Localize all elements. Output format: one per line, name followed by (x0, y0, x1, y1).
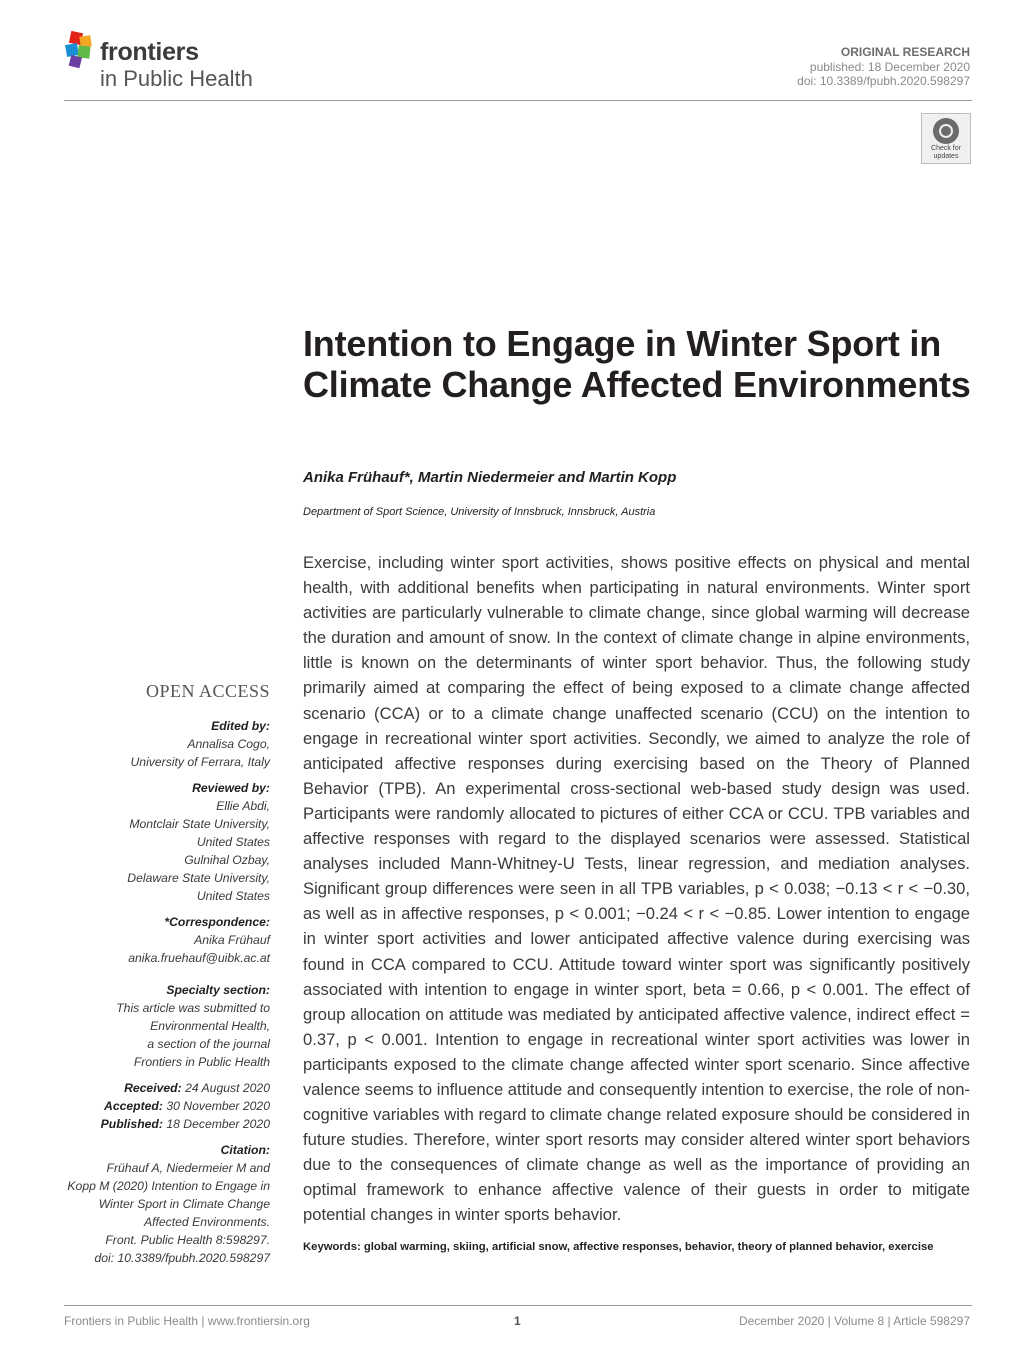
abstract: Exercise, including winter sport activities, shows positive effects on physical and mental health, with additional benefits when participating in natural environments. Winter sport activities are particularly vulnerable to climate change, since global warming will decrease the duration and amount of snow. In the context of climate change in alpine environments, little is known on the determinants of winter sport behavior. Thus, the following study primarily aimed at comparing the effect of being exposed to a climate change affected scenario (CCA) or to a climate change unaffected scenario (CCU) on the intention to engage in recreational winter sport activities. Secondly, we aimed to analyze the role of anticipated affective responses during exercising based on the Theory of Planned Behavior (TPB). An experimental cross-sectional web-based study design was used. Participants were randomly allocated to pictures of either CCA or CCU. TPB variables and affective responses with regard to the displayed scenarios were assessed. Statistical analyses included Mann-Whitney-U Tests, linear regression, and mediation analyses. Significant group differences were seen in all TPB variables, p < 0.038; −0.13 < r < −0.30, as well as in affective responses, p < 0.001; −0.24 < r < −0.85. Lower intention to engage in winter sport activities and lower anticipated affective valence during exercising was found in CCA compared to CCU. Attitude toward winter sport was significantly positively associated with intention to engage in winter sport, beta = 0.66, p < 0.001. The effect of group allocation on attitude was mediated by anticipated affective valence, indirect effect = 0.37, p < 0.001. Intention to engage in recreational winter sport activities was lower in participants exposed to the climate change affected winter sport scenario. Since affective valence seems to influence attitude and consequently intention to exercise, the role of non-cognitive variables with regard to climate change related exposure should be considered in future studies. Therefore, winter sport resorts may consider altered winter sport behaviors due to the consequences of climate change as well as the importance of providing an optimal framework to enhance affective valence of their guests in order to mitigate potential changes in winter sports behavior. (303, 553, 970, 1225)
affiliation: Department of Sport Science, University of Innsbruck, Innsbruck, Austria (303, 506, 656, 518)
citation-line: Affected Environments. (144, 1215, 270, 1229)
accepted-date: 30 November 2020 (166, 1099, 270, 1113)
published-row (50, 1115, 270, 1133)
correspondence-section (50, 913, 270, 967)
keywords: Keywords: global warming, skiing, artificial snow, affective responses, behavior, theory of planned behavior, exercise (303, 1241, 934, 1253)
check-updates-label (922, 145, 970, 161)
citation-line: Frühauf A, Niedermeier M and (106, 1161, 270, 1175)
check-for-updates-button[interactable] (921, 113, 971, 164)
header-divider (64, 100, 972, 101)
edited-by-label: Edited by: (211, 719, 270, 733)
footer-journal-link[interactable]: Frontiers in Public Health | www.frontiersin.org (64, 1314, 310, 1328)
header-doi[interactable]: doi: 10.3389/fpubh.2020.598297 (797, 74, 970, 88)
accepted-label: Accepted: (104, 1099, 163, 1113)
reviewer-affiliation: Montclair State University, (129, 817, 270, 831)
reviewed-by-section (50, 779, 270, 905)
logo-brand: frontiers (100, 38, 199, 66)
article-sidebar (50, 680, 270, 1275)
published-date-sidebar: 18 December 2020 (166, 1117, 270, 1131)
specialty-line: Environmental Health, (150, 1019, 270, 1033)
specialty-label: Specialty section: (166, 983, 270, 997)
footer-issue-info: December 2020 | Volume 8 | Article 598297 (738, 1314, 970, 1328)
specialty-line: Frontiers in Public Health (133, 1055, 270, 1069)
specialty-line: This article was submitted to (116, 1001, 270, 1015)
received-date: 24 August 2020 (185, 1081, 270, 1095)
specialty-section (50, 981, 270, 1071)
correspondence-label: *Correspondence: (164, 915, 270, 929)
citation-section (50, 1141, 270, 1267)
reviewer-country: United States (196, 889, 270, 903)
citation-line: Kopp M (2020) Intention to Engage in (67, 1179, 270, 1193)
reviewer-affiliation: Delaware State University, (127, 871, 270, 885)
received-row (50, 1079, 270, 1097)
author-list: Anika Frühauf*, Martin Niedermeier and Martin Kopp (303, 469, 677, 486)
received-label: Received: (124, 1081, 182, 1095)
crossmark-icon (933, 118, 959, 144)
reviewer-country: United States (196, 835, 270, 849)
citation-line: Winter Sport in Climate Change (98, 1197, 270, 1211)
page-number: 1 (514, 1314, 521, 1328)
editor-affiliation: University of Ferrara, Italy (130, 755, 270, 769)
check-label-line1: Check for (931, 145, 961, 152)
journal-logo[interactable] (64, 30, 304, 94)
reviewer-name: Ellie Abdi, (216, 799, 270, 813)
check-label-line2: updates (933, 153, 959, 160)
logo-journal: in Public Health (100, 66, 253, 91)
published-date: published: 18 December 2020 (809, 59, 970, 74)
citation-line: Front. Public Health 8:598297. (105, 1233, 270, 1247)
frontiers-logo-icon (64, 30, 98, 70)
dates-section (50, 1079, 270, 1133)
reviewed-by-label: Reviewed by: (192, 781, 270, 795)
article-type: ORIGINAL RESEARCH (840, 45, 970, 59)
reviewer-name: Gulnihal Ozbay, (184, 853, 270, 867)
published-label: Published: (100, 1117, 163, 1131)
open-access-label: OPEN ACCESS (145, 681, 270, 701)
footer-divider (64, 1305, 972, 1306)
article-title: Intention to Engage in Winter Sport in Climate Change Affected Environments (303, 323, 971, 405)
editor-name: Annalisa Cogo, (187, 737, 270, 751)
citation-doi[interactable]: doi: 10.3389/fpubh.2020.598297 (94, 1251, 270, 1265)
correspondence-email[interactable]: anika.fruehauf@uibk.ac.at (128, 951, 270, 965)
specialty-line: a section of the journal (147, 1037, 270, 1051)
correspondence-name: Anika Frühauf (194, 933, 270, 947)
edited-by-section (50, 717, 270, 771)
article-meta (797, 45, 970, 89)
citation-label: Citation: (220, 1143, 270, 1157)
accepted-row (50, 1097, 270, 1115)
